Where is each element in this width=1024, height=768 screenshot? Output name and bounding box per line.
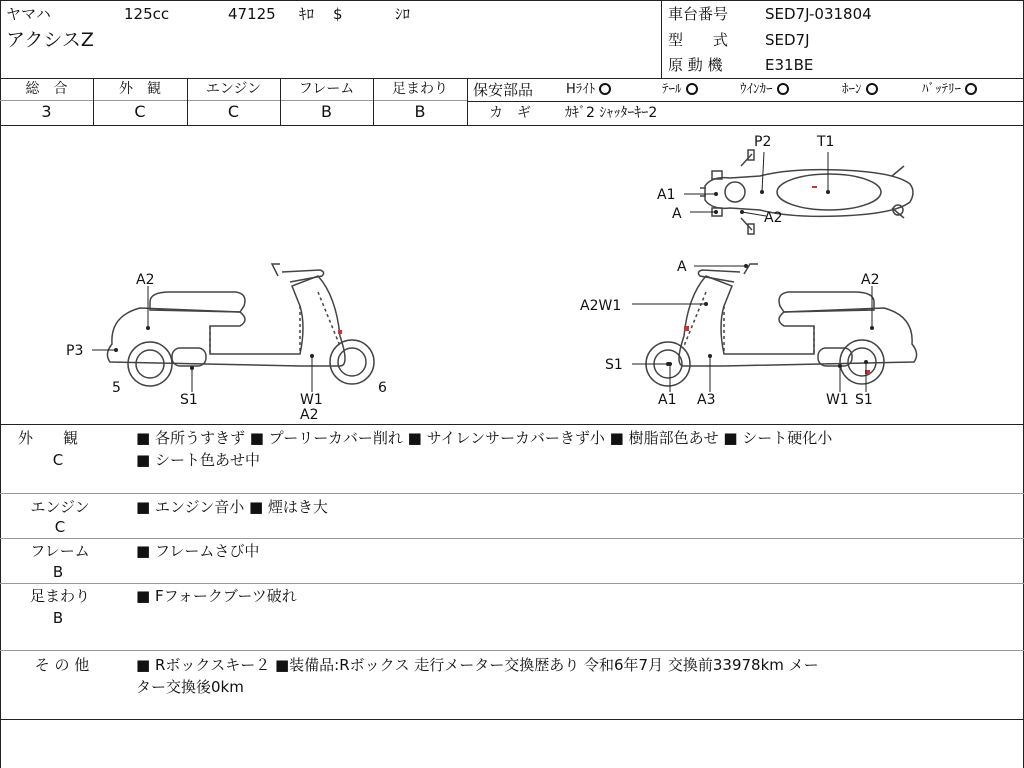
engine-value: E31BE: [765, 56, 814, 74]
note-label: そ の 他: [34, 656, 90, 674]
safety-item-battery: ﾊﾞｯﾃﾘｰ: [922, 82, 977, 98]
label-left-s1: S1: [180, 392, 198, 408]
label-right-a2w1: A2W1: [580, 298, 622, 314]
ok-circle-icon: [866, 83, 878, 95]
label-right-a2: A2: [861, 272, 880, 288]
safety-item-winker: ｳｲﾝｶｰ: [740, 82, 789, 98]
note-text: ター交換後0km: [136, 678, 244, 696]
safety-mid-line: [467, 101, 1023, 102]
safety-item-headlight: Hﾗｲﾄ: [566, 82, 611, 98]
note-grade: C: [52, 451, 64, 469]
label-right-a1: A1: [658, 392, 677, 408]
notes-divider: [0, 538, 1024, 539]
label-right-a3: A3: [697, 392, 716, 408]
grade-value-frame: B: [321, 102, 332, 121]
mileage-unit: ｷﾛ: [299, 5, 315, 23]
label-right-w1: W1: [826, 392, 849, 408]
safety-item-horn: ﾎｰﾝ: [842, 82, 878, 98]
ok-circle-icon: [686, 83, 698, 95]
grade-value-exterior: C: [134, 102, 146, 121]
header-divider: [661, 0, 662, 78]
grade-label-suspension: 足まわり: [392, 81, 448, 97]
grade-label-overall: 総 合: [25, 81, 68, 97]
grade-label-engine: エンジン: [205, 81, 262, 97]
label-left-w1: W1: [300, 392, 323, 408]
label-top-a2: A2: [764, 210, 783, 226]
notes-divider: [0, 583, 1024, 584]
grade-value-suspension: B: [414, 102, 426, 121]
diagram-bottom-line: [0, 424, 1024, 425]
type-label: 型 式: [668, 31, 729, 49]
note-grade: C: [54, 518, 66, 536]
key-value: ｶｷﾞ2 ｼｬｯﾀｰｷｰ2: [565, 105, 658, 121]
displacement: 125cc: [124, 5, 170, 23]
note-text: ■ Rボックスキー２ ■装備品:Rボックス 走行メーター交換歴あり 令和6年7月 交換前33978km メー: [136, 656, 819, 674]
mileage: 47125: [228, 5, 276, 23]
label-left-5: 5: [112, 380, 121, 396]
dollar-mark: $: [333, 5, 343, 23]
note-label: 外 観: [17, 429, 78, 447]
label-right-a: A: [677, 259, 687, 275]
label-left-a2b: A2: [300, 407, 319, 423]
label-left-p3: P3: [66, 343, 84, 359]
label-right-s1b: S1: [855, 392, 873, 408]
grade-label-frame: フレーム: [298, 81, 355, 97]
ok-circle-icon: [777, 83, 789, 95]
scooter-top-view: [700, 150, 913, 234]
note-label: フレーム: [30, 542, 90, 560]
grade-value-overall: 3: [41, 102, 52, 121]
label-left-a2: A2: [136, 272, 155, 288]
maker: ヤマハ: [6, 5, 51, 23]
leader-dots: [114, 190, 874, 370]
color: ｼﾛ: [395, 5, 411, 23]
label-top-a1: A1: [657, 187, 676, 203]
notes-bottom-line: [0, 719, 1024, 720]
type-value: SED7J: [765, 31, 810, 49]
grade-col-divider: [467, 78, 468, 125]
safety-item-tail: ﾃｰﾙ: [662, 82, 698, 98]
note-text: ■ シート色あせ中: [136, 451, 260, 469]
damage-marks: [338, 186, 870, 374]
note-grade: B: [52, 609, 64, 627]
note-text: ■ 各所うすきず ■ プーリーカバー削れ ■ サイレンサーカバーきず小 ■ 樹脂部色あせ ■ シート硬化小: [136, 429, 833, 447]
note-text: ■ フレームさび中: [136, 542, 260, 560]
leader-lines: [92, 152, 872, 392]
note-label: 足まわり: [29, 587, 90, 605]
damage-diagram: [0, 126, 1024, 424]
frame-no: SED7J-031804: [765, 5, 872, 23]
label-top-t1: T1: [817, 134, 835, 150]
grade-label-exterior: 外 観: [119, 81, 161, 97]
note-grade: B: [52, 563, 64, 581]
frame-no-label: 車台番号: [668, 5, 729, 23]
note-label: エンジン: [30, 498, 90, 516]
engine-label: 原 動 機: [668, 56, 723, 74]
label-top-p2: P2: [754, 134, 772, 150]
key-label: カ ギ: [489, 105, 531, 121]
label-right-s1: S1: [605, 357, 623, 373]
frame-top: [0, 0, 1024, 1]
ok-circle-icon: [965, 83, 977, 95]
label-top-a: A: [672, 206, 682, 222]
header-bottom-line: [0, 78, 1024, 79]
safety-label: 保安部品: [473, 81, 534, 99]
grades-mid-line: [0, 100, 467, 101]
notes-divider: [0, 493, 1024, 494]
notes-divider: [0, 650, 1024, 651]
label-left-6: 6: [378, 380, 387, 396]
grade-value-engine: C: [227, 102, 240, 121]
note-text: ■ Fフォークブーツ破れ: [136, 587, 297, 605]
ok-circle-icon: [599, 83, 611, 95]
model-name: アクシスZ: [6, 29, 94, 51]
note-text: ■ エンジン音小 ■ 煙はき大: [136, 498, 328, 516]
